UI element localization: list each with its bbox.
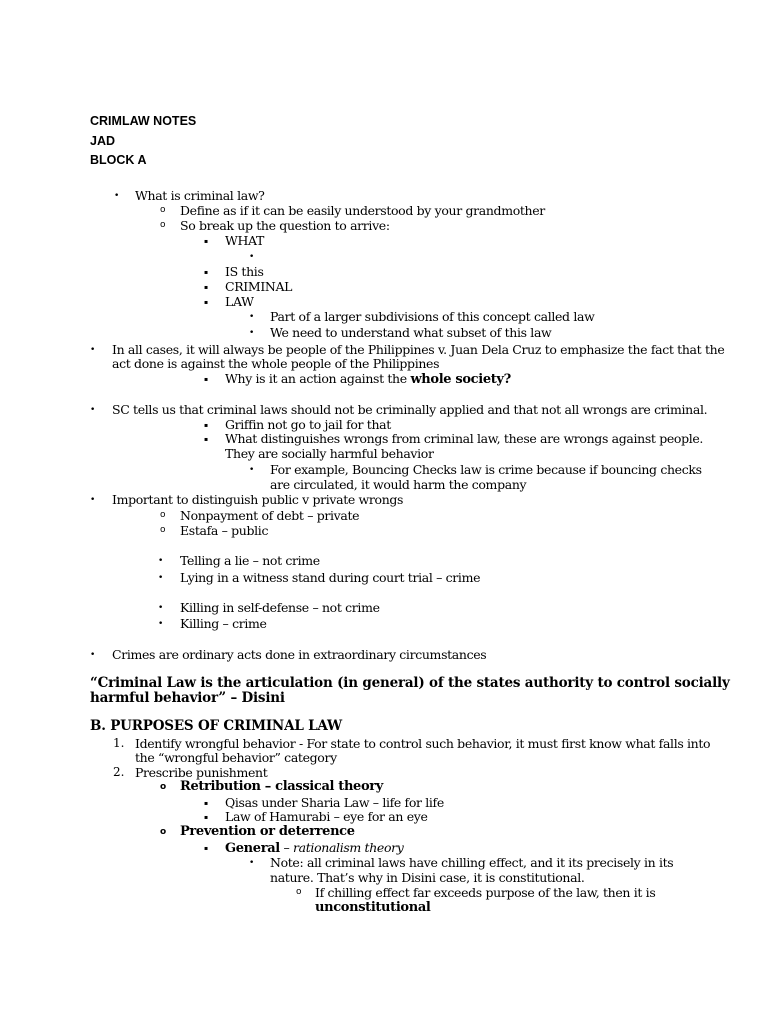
bullet-marker: • [114, 191, 120, 201]
note-line: Prescribe punishment [135, 765, 268, 780]
bullet-marker: • [158, 619, 164, 629]
bullet-marker: • [249, 858, 255, 868]
square-marker: ▪ [204, 422, 209, 429]
note-line: So break up the question to arrive: [180, 218, 390, 233]
note-line: CRIMINAL [225, 279, 293, 294]
note-line: SC tells us that criminal laws should not be criminally applied and that not all wrongs are criminal. [112, 402, 708, 417]
note-line: They are socially harmful behavior [225, 446, 434, 461]
bullet-marker: • [158, 573, 164, 583]
note-line: act done is against the whole people of the Philippines [112, 356, 440, 371]
note-line: Identify wrongful behavior - For state to control such behavior, it must first know what falls into [135, 736, 711, 751]
note-line: nature. That’s why in Disini case, it is constitutional. [270, 870, 585, 885]
note-line: Nonpayment of debt – private [180, 508, 360, 523]
italic-text: rationalism theory [293, 840, 404, 855]
note-line: unconstitutional [315, 900, 431, 915]
note-line: Define as if it can be easily understood by your grandmother [180, 203, 545, 218]
note-line: What distinguishes wrongs from criminal law, these are wrongs against people. [225, 431, 704, 446]
circle-marker: o [160, 525, 166, 535]
note-line: Qisas under Sharia Law – life for life [225, 795, 444, 810]
note-line: We need to understand what subset of this law [270, 325, 552, 340]
note-line: Part of a larger subdivisions of this concept called law [270, 309, 595, 324]
circle-marker: o [296, 887, 302, 897]
note-line: Griffin not go to jail for that [225, 417, 391, 432]
note-line: Prevention or deterrence [180, 824, 355, 839]
bullet-marker: • [249, 252, 255, 262]
note-line: Law of Hamurabi – eye for an eye [225, 809, 428, 824]
quote-line: harmful behavior” – Disini [90, 690, 285, 706]
bullet-marker: • [90, 405, 96, 415]
circle-marker: o [160, 205, 166, 215]
square-marker: ▪ [204, 376, 209, 383]
list-number: 1. [113, 736, 125, 750]
note-line: the “wrongful behavior” category [135, 750, 337, 765]
bullet-marker: • [90, 495, 96, 505]
circle-marker: o [160, 782, 167, 792]
note-line: Estafa – public [180, 523, 269, 538]
doc-author: JAD [90, 134, 116, 148]
square-marker: ▪ [204, 845, 209, 852]
circle-marker: o [160, 827, 167, 837]
doc-block: BLOCK A [90, 153, 147, 167]
note-text: Why is it an action against the [225, 371, 411, 386]
note-line: LAW [225, 294, 254, 309]
square-marker: ▪ [204, 238, 209, 245]
bullet-marker: • [158, 603, 164, 613]
section-heading: B. PURPOSES OF CRIMINAL LAW [90, 718, 342, 734]
note-text: – [279, 840, 294, 855]
note-line: For example, Bouncing Checks law is crime because if bouncing checks [270, 462, 702, 477]
bullet-marker: • [90, 345, 96, 355]
quote-line: “Criminal Law is the articulation (in general) of the states authority to control socially [90, 675, 730, 691]
square-marker: ▪ [204, 269, 209, 276]
circle-marker: o [160, 220, 166, 230]
emphasis-text: General [225, 841, 280, 856]
note-line: Note: all criminal laws have chilling effect, and it its precisely in its [270, 855, 674, 870]
bullet-marker: • [90, 650, 96, 660]
bullet-marker: • [249, 312, 255, 322]
note-line: Crimes are ordinary acts done in extraordinary circumstances [112, 647, 487, 662]
square-marker: ▪ [204, 299, 209, 306]
bullet-marker: • [249, 328, 255, 338]
note-line: Retribution – classical theory [180, 779, 383, 794]
note-line: are circulated, it would harm the company [270, 477, 527, 492]
doc-title: CRIMLAW NOTES [90, 114, 197, 128]
note-line: Important to distinguish public v private wrongs [112, 492, 404, 507]
note-line: WHAT [225, 233, 265, 248]
note-line: Killing in self-defense – not crime [180, 600, 380, 615]
note-line: If chilling effect far exceeds purpose of the law, then it is [315, 885, 656, 900]
note-line: Lying in a witness stand during court trial – crime [180, 570, 481, 585]
square-marker: ▪ [204, 814, 209, 821]
note-line: Killing – crime [180, 616, 267, 631]
emphasis-text: whole society? [410, 372, 511, 387]
note-line: In all cases, it will always be people of the Philippines v. Juan Dela Cruz to emphasize the fact that the [112, 342, 725, 357]
square-marker: ▪ [204, 284, 209, 291]
square-marker: ▪ [204, 800, 209, 807]
note-line: IS this [225, 264, 264, 279]
list-number: 2. [113, 765, 125, 779]
circle-marker: o [160, 510, 166, 520]
note-line [225, 371, 511, 387]
square-marker: ▪ [204, 436, 209, 443]
bullet-marker: • [249, 465, 255, 475]
note-line: Telling a lie – not crime [180, 553, 320, 568]
bullet-marker: • [158, 556, 164, 566]
note-line: What is criminal law? [135, 188, 265, 203]
note-line [225, 840, 403, 856]
